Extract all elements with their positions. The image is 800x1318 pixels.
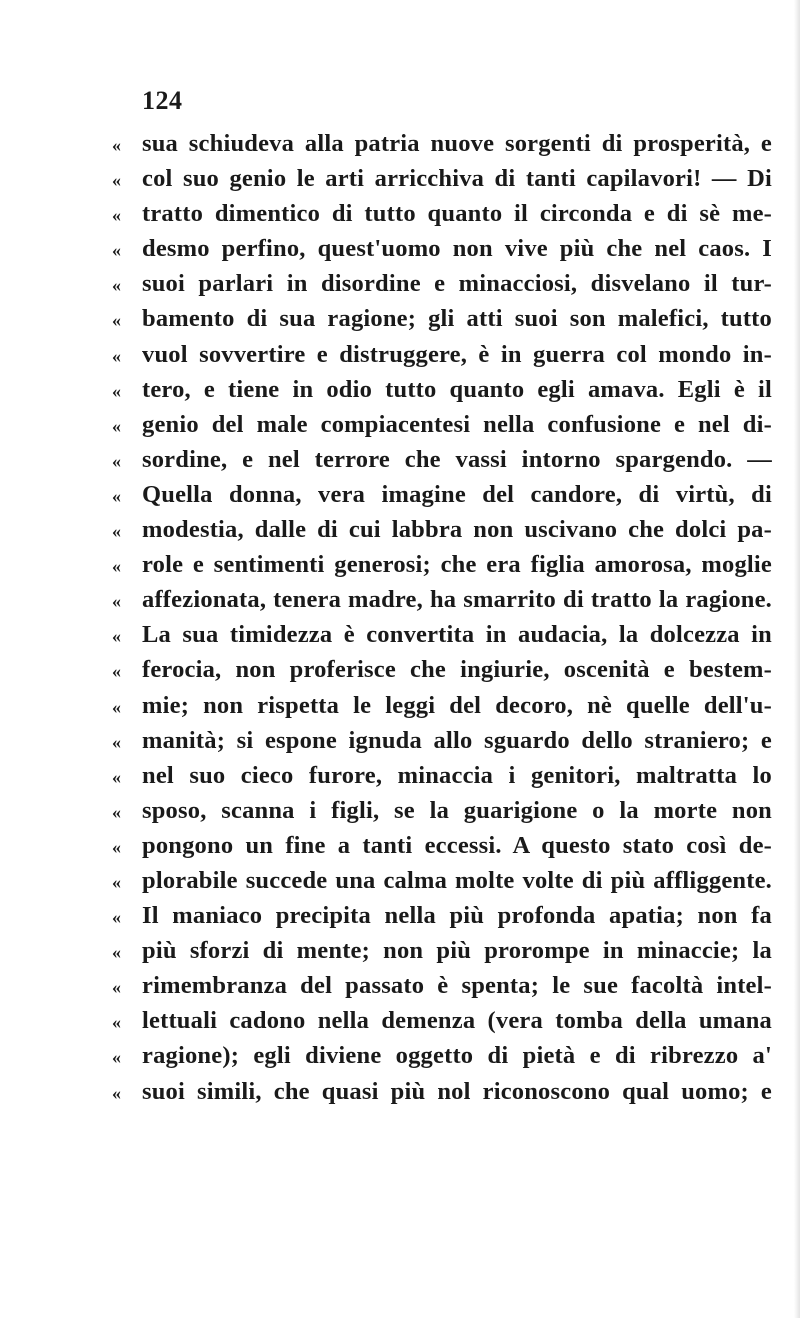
page-edge-shadow	[794, 0, 800, 1318]
quotation-mark: «	[112, 696, 121, 717]
line-text: pongono un fine a tanti eccessi. A questo stato così de-	[142, 831, 772, 859]
quotation-mark: «	[112, 731, 121, 752]
line-text: manità; si espone ignuda allo sguardo dello straniero; e	[142, 726, 772, 754]
line-text: ferocia, non proferisce che ingiurie, oscenità e bestem-	[142, 656, 772, 684]
line-text: tratto dimentico di tutto quanto il circonda e di sè me-	[142, 200, 772, 228]
line-text: rimembranza del passato è spenta; le sue facoltà intel-	[142, 972, 772, 1000]
text-line	[112, 341, 772, 376]
line-text: vuol sovvertire e distruggere, è in guerra col mondo in-	[142, 340, 772, 368]
text-line	[112, 1007, 772, 1042]
quotation-mark: «	[112, 766, 121, 787]
quotation-mark: «	[112, 977, 121, 998]
line-text: nel suo cieco furore, minaccia i genitori, maltratta lo	[142, 761, 772, 789]
quotation-mark: «	[112, 591, 121, 612]
line-text: suoi parlari in disordine e minacciosi, disvelano il tur-	[142, 270, 772, 298]
text-line	[112, 692, 772, 727]
text-line	[112, 305, 772, 340]
quotation-mark: «	[112, 485, 121, 506]
line-text: role e sentimenti generosi; che era figlia amorosa, moglie	[142, 551, 772, 579]
quotation-mark: «	[112, 205, 121, 226]
text-line	[112, 832, 772, 867]
text-line	[112, 1078, 772, 1113]
quotation-mark: «	[112, 1047, 121, 1068]
text-line	[112, 797, 772, 832]
text-line	[112, 867, 772, 902]
line-text: La sua timidezza è convertita in audacia, la dolcezza in	[142, 621, 772, 649]
line-text: plorabile succede una calma molte volte di più affliggente.	[142, 866, 772, 894]
quotation-mark: «	[112, 345, 121, 366]
quotation-mark: «	[112, 556, 121, 577]
text-line	[112, 165, 772, 200]
text-line	[112, 727, 772, 762]
text-line	[112, 621, 772, 656]
line-text: tero, e tiene in odio tutto quanto egli amava. Egli è il	[142, 375, 772, 403]
quotation-mark: «	[112, 240, 121, 261]
quotation-mark: «	[112, 521, 121, 542]
text-line	[112, 446, 772, 481]
text-line	[112, 551, 772, 586]
text-line	[112, 200, 772, 235]
text-line	[112, 762, 772, 797]
line-text: genio del male compiacentesi nella confusione e nel di-	[142, 410, 772, 438]
line-text: sposo, scanna i figli, se la guarigione o la morte non	[142, 796, 772, 824]
body-text	[112, 130, 772, 1113]
text-line	[112, 235, 772, 270]
line-text: sua schiudeva alla patria nuove sorgenti di prosperità, e	[142, 130, 772, 157]
quotation-mark: «	[112, 450, 121, 471]
line-text: col suo genio le arti arricchiva di tanti capilavori! — Di	[142, 165, 772, 193]
line-text: desmo perfino, quest'uomo non vive più che nel caos. I	[142, 235, 772, 263]
text-line	[112, 481, 772, 516]
text-line	[112, 586, 772, 621]
line-text: Quella donna, vera imagine del candore, di virtù, di	[142, 480, 772, 508]
text-line	[112, 376, 772, 411]
line-text: modestia, dalle di cui labbra non uscivano che dolci pa-	[142, 516, 772, 544]
quotation-mark: «	[112, 836, 121, 857]
quotation-mark: «	[112, 310, 121, 331]
quotation-mark: «	[112, 170, 121, 191]
line-text: bamento di sua ragione; gli atti suoi son malefici, tutto	[142, 305, 772, 333]
quotation-mark: «	[112, 415, 121, 436]
line-text: Il maniaco precipita nella più profonda apatia; non fa	[142, 902, 772, 930]
quotation-mark: «	[112, 1082, 121, 1103]
quotation-mark: «	[112, 801, 121, 822]
quotation-mark: «	[112, 871, 121, 892]
text-line	[112, 972, 772, 1007]
quotation-mark: «	[112, 661, 121, 682]
line-text: più sforzi di mente; non più prorompe in minaccie; la	[142, 937, 772, 965]
quotation-mark: «	[112, 1012, 121, 1033]
page-number: 124	[142, 86, 183, 115]
line-text: sordine, e nel terrore che vassi intorno spargendo. —	[142, 445, 772, 473]
text-line	[112, 1042, 772, 1077]
quotation-mark: «	[112, 135, 121, 155]
quotation-mark: «	[112, 942, 121, 963]
text-line	[112, 270, 772, 305]
quotation-mark: «	[112, 907, 121, 928]
line-text: lettuali cadono nella demenza (vera tomba della umana	[142, 1007, 772, 1035]
text-line	[112, 656, 772, 691]
text-line	[112, 130, 772, 165]
text-line	[112, 516, 772, 551]
line-text: suoi simili, che quasi più nol riconoscono qual uomo; e	[142, 1077, 772, 1105]
quotation-mark: «	[112, 380, 121, 401]
quotation-mark: «	[112, 275, 121, 296]
line-text: mie; non rispetta le leggi del decoro, nè quelle dell'u-	[142, 691, 772, 719]
line-text: affezionata, tenera madre, ha smarrito di tratto la ragione.	[142, 586, 772, 614]
text-line	[112, 937, 772, 972]
text-line	[112, 411, 772, 446]
text-line	[112, 902, 772, 937]
quotation-mark: «	[112, 626, 121, 647]
line-text: ragione); egli diviene oggetto di pietà e di ribrezzo a'	[142, 1042, 772, 1070]
